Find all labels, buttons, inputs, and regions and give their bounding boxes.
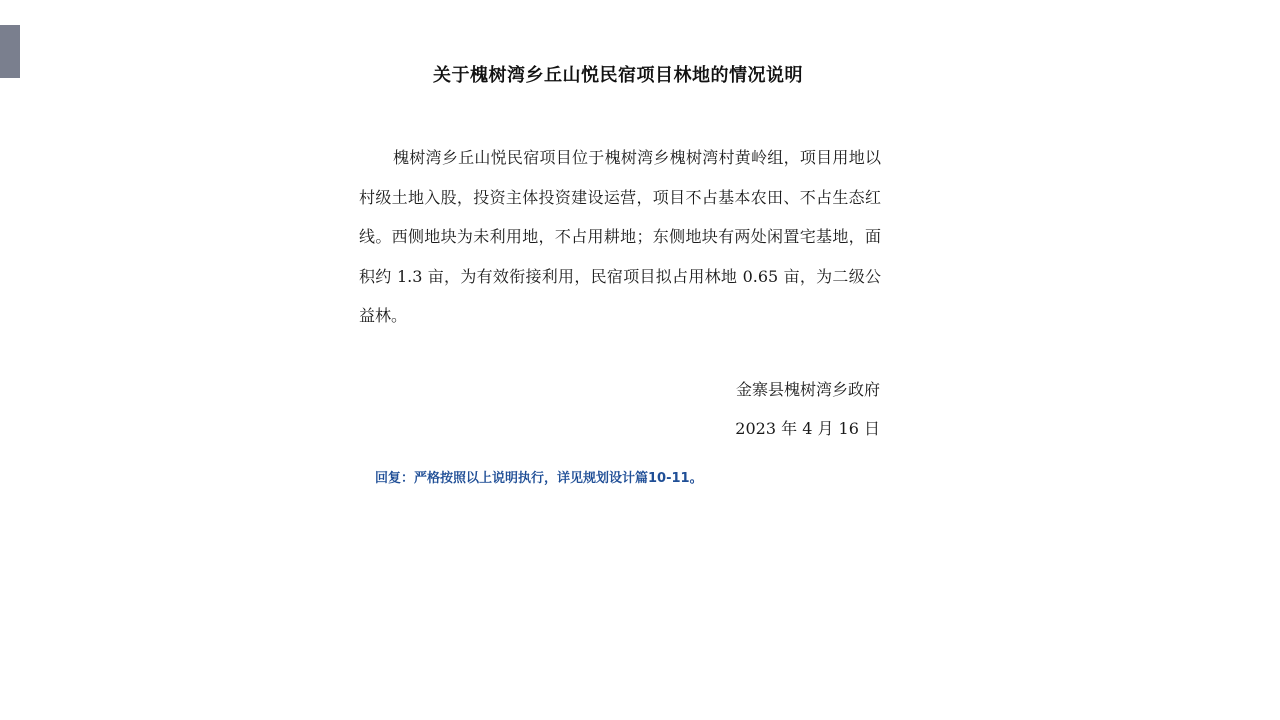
reply-note: 回复：严格按照以上说明执行，详见规划设计篇10-11。 — [375, 471, 703, 486]
signoff-date: 2023 年 4 月 16 日 — [735, 419, 880, 438]
signoff-organization: 金寨县槐树湾乡政府 — [735, 380, 880, 399]
document-title: 关于槐树湾乡丘山悦民宿项目林地的情况说明 — [433, 65, 803, 86]
document-body-paragraph: 槐树湾乡丘山悦民宿项目位于槐树湾乡槐树湾村黄岭组，项目用地以村级土地入股，投资主体投资建设运营，项目不占基本农田、不占生态红线。西侧地块为未利用地，不占用耕地；东侧地块有两处闲置宅基地，面积约 1.3 亩，为有效衔接利用，民宿项目拟占用林地 0.65 亩，为二级公益林。 — [359, 148, 881, 325]
